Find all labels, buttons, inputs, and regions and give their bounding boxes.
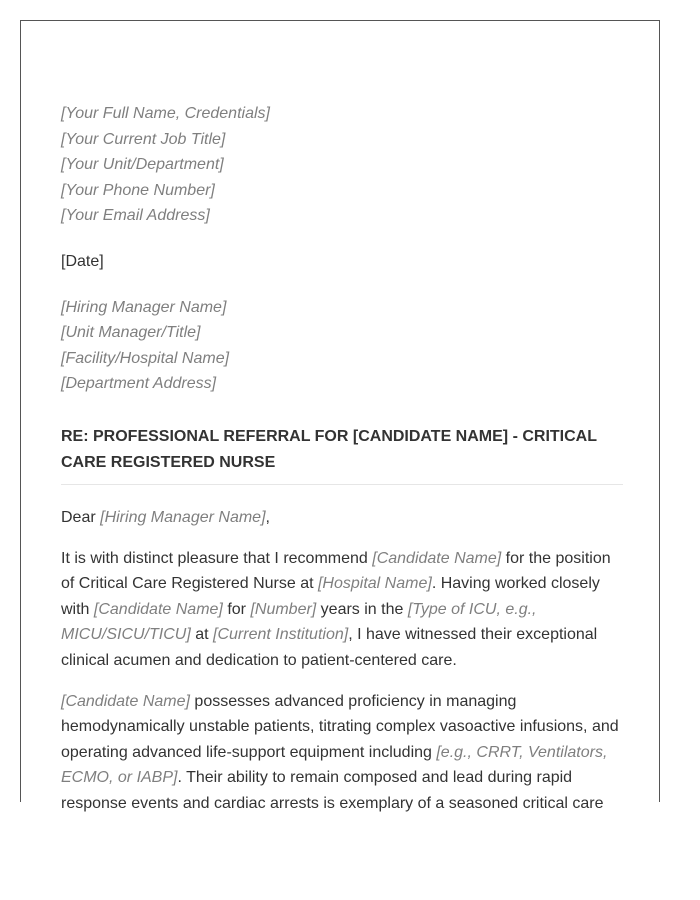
p1-text-7: , I have witnessed their exceptional clinical acumen and dedication to patient-centered care. [61,626,598,669]
sender-job-title: [Your Current Job Title] [61,130,226,148]
p1-text-3: . Having worked closely with [61,575,600,618]
p1-text-1: It is with distinct pleasure that I recommend [61,549,373,567]
sender-block [61,101,623,229]
p1-candidate-name-2: [Candidate Name] [93,600,223,618]
p1-text-6: at [190,626,214,644]
p2-candidate-name: [Candidate Name] [61,692,190,710]
salutation-prefix: Dear [61,508,101,526]
letter-content [61,101,623,816]
p1-text-4: for [222,600,251,618]
sender-email: [Your Email Address] [61,207,210,225]
p1-text-2: for the position of Critical Care Registered Nurse at [61,549,611,593]
salutation [61,505,623,531]
sender-name: [Your Full Name, Credentials] [61,105,270,122]
body-paragraph-2 [61,689,623,817]
recipient-address: [Department Address] [61,375,217,393]
date-line: [Date] [61,252,104,270]
sender-unit: [Your Unit/Department] [61,156,224,174]
p1-candidate-name: [Candidate Name] [372,549,502,567]
p1-text-5: years in the [316,600,408,618]
p1-hospital-name: [Hospital Name] [317,575,432,593]
salutation-suffix: , [265,508,270,526]
subject-line: RE: PROFESSIONAL REFERRAL FOR [CANDIDATE NAME] - CRITICAL CARE REGISTERED NURSE [61,424,623,485]
recipient-block [61,295,623,397]
sender-phone: [Your Phone Number] [61,181,215,199]
p1-number: [Number] [250,600,317,618]
salutation-name: [Hiring Manager Name] [100,508,266,526]
recipient-name: [Hiring Manager Name] [61,298,227,316]
letter-page [20,20,660,812]
p2-text-2: . Their ability to remain composed and lead during rapid response events and cardiac arrests is exemplary of a seasoned critical care [61,769,604,812]
p2-equipment: [e.g., CRRT, Ventilators, ECMO, or IABP] [61,743,608,787]
p1-institution: [Current Institution] [213,626,349,644]
recipient-facility: [Facility/Hospital Name] [61,349,230,367]
p2-text-1: possesses advanced proficiency in managing hemodynamically unstable patients, titrating complex vasoactive infusions, and operating advanced life-support equipment including [61,692,619,761]
p1-icu-type: [Type of ICU, e.g., MICU/SICU/TICU] [61,600,537,644]
recipient-title: [Unit Manager/Title] [61,324,201,342]
body-paragraph-1 [61,546,623,674]
